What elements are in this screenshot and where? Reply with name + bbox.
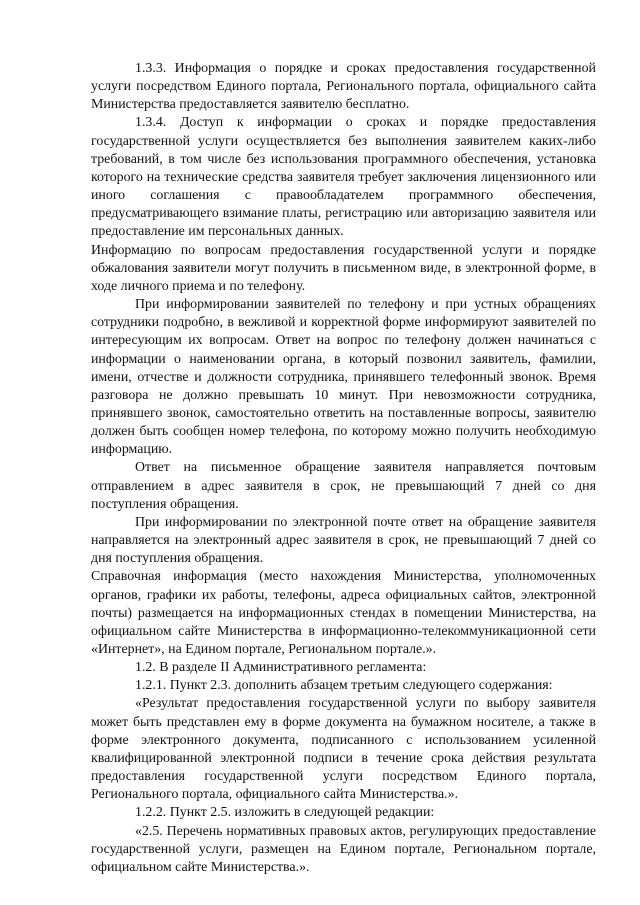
- paragraph-1-2: 1.2. В разделе II Административного регламента:: [135, 660, 427, 676]
- paragraph-reference-info: Справочная информация (место нахождения Министерства, уполномоченных органов, графики их работы, телефоны, адреса официальных сайтов, электронной почты) размещается на информационных стендах в помещении Министерства, на официальном сайте Министерства в информационно-телекоммуникационной сети «Интернет», на Едином портале, Региональном портале.».: [91, 569, 596, 657]
- paragraph-1-3-3: 1.3.3. Информация о порядке и сроках предоставления государственной услуги посредством Единого портала, Регионального портала, официального сайта Министерства предоставляется заявителю бесплатно.: [91, 61, 596, 113]
- paragraph-email-reply: При информировании по электронной почте ответ на обращение заявителя направляется на электронный адрес заявителя в срок, не превышающий 7 дней со дня поступления обращения.: [91, 514, 596, 567]
- paragraph-info-inquiries: Информацию по вопросам предоставления государственной услуги и порядке обжалования заявители могут получить в письменном виде, в электронной форме, в ходе личного приема и по телефону.: [91, 242, 596, 294]
- paragraph-2-5-quote: «2.5. Перечень нормативных правовых актов, регулирующих предоставление государственной услуги, размещен на Едином портале, Региональном портале, официальном сайте Министерства.».: [91, 823, 596, 875]
- paragraph-phone-info: При информировании заявителей по телефону и при устных обращениях сотрудники подробно, в вежливой и корректной форме информируют заявителей по интересующим их вопросам. Ответ на вопрос по телефону должен начинаться с информации о наименовании органа, в который позвонил заявитель, фамилии, имени, отчестве и должности сотрудника, принявшего телефонный звонок. Время разговора не должно превышать 10 минут. При невозможности сотрудника, принявшего звонок, самостоятельно ответить на поставленные вопросы, заявителю должен быть сообщен номер телефона, по которому можно получить необходимую информацию.: [91, 297, 596, 458]
- document-body: [91, 60, 596, 877]
- paragraph-1-2-2: 1.2.2. Пункт 2.5. изложить в следующей редакции:: [135, 805, 435, 821]
- paragraph-result-quote: «Результат предоставления государственной услуги по выбору заявителя может быть представлен ему в форме документа на бумажном носителе, а также в форме электронного документа, подписанного с использованием усиленной квалифицированной электронной подписи в течение срока действия результата предоставления государственной услуги посредством Единого портала, Регионального портала, официального сайта Министерства.».: [91, 696, 596, 803]
- paragraph-1-3-4: 1.3.4. Доступ к информации о сроках и порядке предоставления государственной услуги осуществляется без выполнения заявителем каких-либо требований, в том числе без использования программного обеспечения, установка которого на технические средства заявителя требует заключения лицензионного или иного соглашения с правообладателем программного обеспечения, предусматривающего взимание платы, регистрацию или авторизацию заявителя или предоставление им персональных данных.: [91, 115, 596, 240]
- paragraph-written-reply: Ответ на письменное обращение заявителя направляется почтовым отправлением в адрес заявителя в срок, не превышающий 7 дней со дня поступления обращения.: [91, 460, 596, 512]
- paragraph-1-2-1: 1.2.1. Пункт 2.3. дополнить абзацем третьим следующего содержания:: [135, 678, 553, 694]
